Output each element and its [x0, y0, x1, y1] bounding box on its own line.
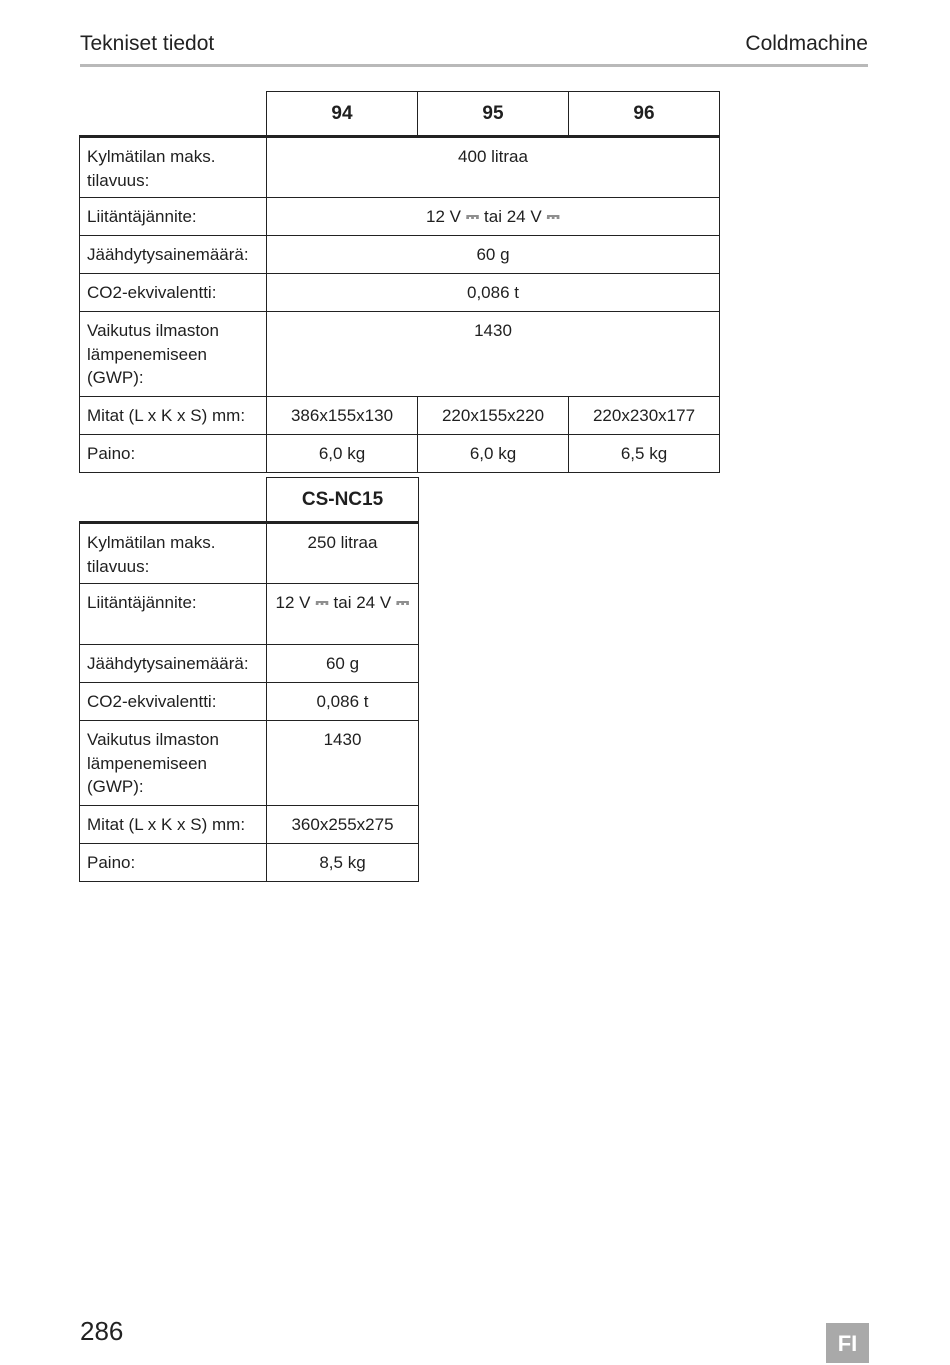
row-label: Kylmätilan maks. tilavuus: — [80, 523, 267, 584]
row-label: Mitat (L x K x S) mm: — [80, 806, 267, 844]
table-header-row — [80, 478, 419, 523]
row-label: Paino: — [80, 435, 267, 473]
table-row — [80, 137, 720, 198]
column-header: CS-NC15 — [267, 478, 419, 523]
page-header — [80, 30, 868, 67]
language-badge: FI — [826, 1323, 869, 1363]
column-header: 96 — [569, 92, 720, 137]
row-value: 12 V ⎓ tai 24 V ⎓ — [267, 198, 720, 236]
row-value: 220x155x220 — [418, 397, 569, 435]
row-label: Vaikutus ilmaston lämpenemiseen (GWP): — [80, 721, 267, 806]
table-row — [80, 806, 419, 844]
section-title: Tekniset tiedot — [80, 32, 215, 55]
table-row — [80, 236, 720, 274]
row-label: Paino: — [80, 844, 267, 882]
row-value: 250 litraa — [267, 523, 419, 584]
header-empty-cell — [80, 478, 267, 523]
product-line: Coldmachine — [745, 32, 868, 55]
row-value: 220x230x177 — [569, 397, 720, 435]
row-value: 12 V ⎓ tai 24 V ⎓ — [267, 584, 419, 645]
row-value: 6,5 kg — [569, 435, 720, 473]
column-header: 95 — [418, 92, 569, 137]
table-row — [80, 523, 419, 584]
row-value: 386x155x130 — [267, 397, 418, 435]
column-header: 94 — [267, 92, 418, 137]
table-row — [80, 274, 720, 312]
row-value: 1430 — [267, 312, 720, 397]
table-row — [80, 198, 720, 236]
row-value: 8,5 kg — [267, 844, 419, 882]
row-label: CO2-ekvivalentti: — [80, 683, 267, 721]
row-value: 60 g — [267, 236, 720, 274]
table-row — [80, 645, 419, 683]
row-value: 0,086 t — [267, 683, 419, 721]
row-label: Kylmätilan maks. tilavuus: — [80, 137, 267, 198]
table-row — [80, 435, 720, 473]
table-row — [80, 584, 419, 645]
table-row — [80, 312, 720, 397]
row-value: 360x255x275 — [267, 806, 419, 844]
row-value: 1430 — [267, 721, 419, 806]
row-value: 6,0 kg — [267, 435, 418, 473]
table-row — [80, 397, 720, 435]
row-label: Jäähdytysainemäärä: — [80, 645, 267, 683]
spec-table-cs-nc15 — [79, 477, 419, 882]
row-value: 60 g — [267, 645, 419, 683]
header-empty-cell — [80, 92, 267, 137]
row-label: Vaikutus ilmaston lämpenemiseen (GWP): — [80, 312, 267, 397]
table-row — [80, 721, 419, 806]
row-label: Mitat (L x K x S) mm: — [80, 397, 267, 435]
table-row — [80, 844, 419, 882]
table-row — [80, 683, 419, 721]
page-number: 286 — [80, 1316, 124, 1346]
row-value: 0,086 t — [267, 274, 720, 312]
table-header-row — [80, 92, 720, 137]
row-value: 400 litraa — [267, 137, 720, 198]
row-label: Liitäntäjännite: — [80, 584, 267, 645]
row-label: Jäähdytysainemäärä: — [80, 236, 267, 274]
row-value: 6,0 kg — [418, 435, 569, 473]
row-label: Liitäntäjännite: — [80, 198, 267, 236]
spec-table-94-95-96 — [79, 91, 720, 473]
row-label: CO2-ekvivalentti: — [80, 274, 267, 312]
